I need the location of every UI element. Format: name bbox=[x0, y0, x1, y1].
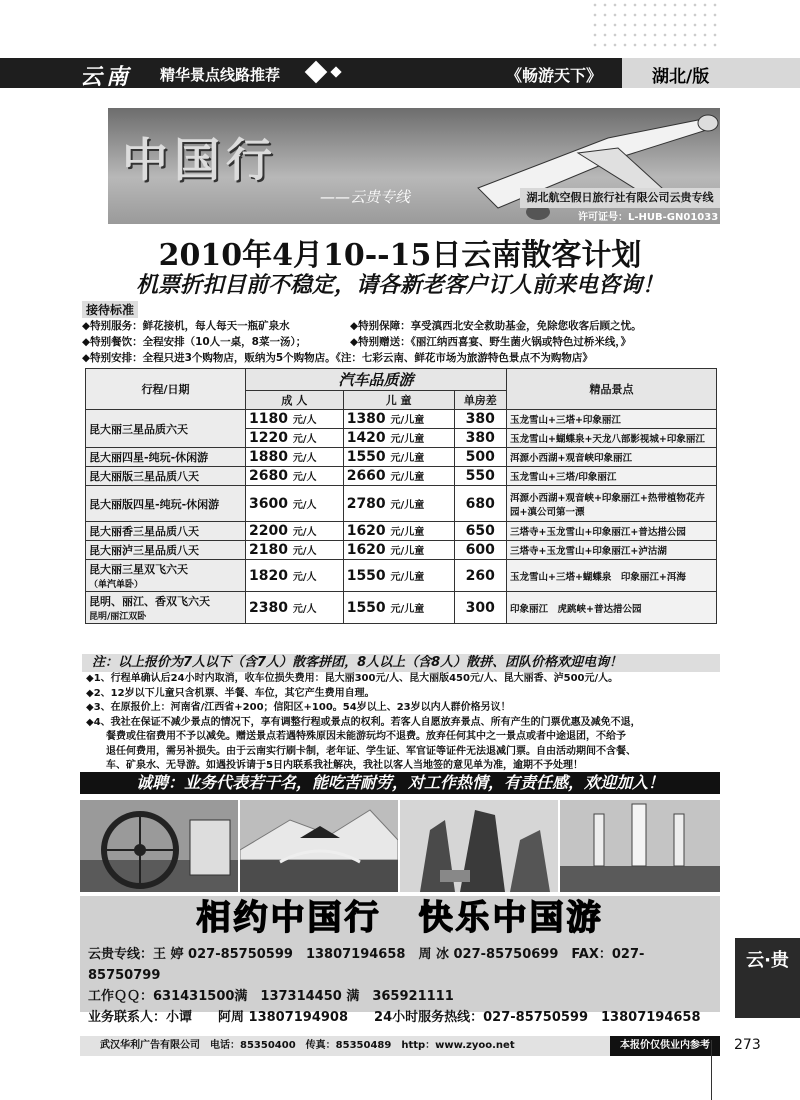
term-line: ◆2、12岁以下儿童只含机票、半餐、车位，其它产生费用自理。 bbox=[86, 687, 375, 699]
adult-value: 1220 bbox=[249, 430, 288, 446]
adult-price bbox=[246, 592, 344, 624]
terms-list bbox=[86, 672, 718, 774]
contact-box bbox=[80, 940, 720, 1025]
table-row bbox=[86, 410, 717, 429]
spots: 洱源小西湖+观音峡+印象丽江+热带植物花卉园+滇公司第一漂 bbox=[507, 486, 717, 522]
unit: 元/儿童 bbox=[390, 603, 425, 615]
route-name: 昆大丽版四星-纯玩-休闲游 bbox=[86, 486, 246, 522]
company-name: 湖北航空假日旅行社有限公司云贵专线 bbox=[520, 188, 720, 208]
banner bbox=[108, 108, 720, 224]
unit: 元/儿童 bbox=[390, 453, 425, 464]
header-subtitle: 精华景点线路推荐 bbox=[160, 66, 281, 84]
unit: 元/儿童 bbox=[390, 527, 425, 538]
col-route: 行程/日期 bbox=[86, 369, 246, 410]
unit: 元/人 bbox=[292, 603, 317, 615]
standards-title: 接待标准 bbox=[82, 301, 138, 318]
unit: 元/人 bbox=[292, 571, 317, 583]
route-note: 昆明/丽江双卧 bbox=[89, 612, 147, 622]
banner-tagline: ——云贵专线 bbox=[320, 188, 411, 206]
adult-price bbox=[246, 486, 344, 522]
standard-item: ◆特别餐饮：全程安排（10人一桌，8菜一汤）； bbox=[82, 336, 307, 348]
child-value: 1420 bbox=[346, 430, 386, 446]
col-spots: 精品景点 bbox=[507, 369, 717, 410]
term-line: 退任何费用，需另补损失。由于云南实行刷卡制，老年证、学生证、军官证等证件无法退减门票。自由活动期间不含餐、 bbox=[86, 745, 636, 757]
edition-label bbox=[622, 58, 800, 88]
adult-value: 2200 bbox=[249, 523, 288, 539]
single-supplement: 380 bbox=[454, 429, 506, 448]
child-price bbox=[343, 410, 454, 429]
adult-value: 1880 bbox=[249, 449, 288, 465]
pricing-note: 注：以上报价为7人以下（含7人）散客拼团，8人以上（含8人）散拼、团队价格欢迎电询！ bbox=[82, 654, 720, 672]
table-row bbox=[86, 541, 717, 560]
spots: 三塔寺+玉龙雪山+印象丽江+普达措公园 bbox=[507, 522, 717, 541]
adult-price bbox=[246, 541, 344, 560]
headline: 2010年4月10--15日云南散客计划 bbox=[158, 238, 642, 273]
edition-text: 湖北/版 bbox=[652, 67, 710, 87]
route-line: 昆大丽三星双飞六天 bbox=[89, 563, 188, 576]
child-value: 1550 bbox=[346, 599, 386, 616]
table-row bbox=[86, 448, 717, 467]
single-supplement: 550 bbox=[454, 467, 506, 486]
single-supplement: 380 bbox=[454, 410, 506, 429]
divider bbox=[711, 1040, 712, 1100]
brand-logo: 云南 bbox=[80, 64, 133, 90]
standard-item: ◆特别服务：鲜花接机，每人每天一瓶矿泉水 bbox=[82, 320, 290, 332]
price-table bbox=[85, 368, 717, 624]
adult-value: 2180 bbox=[249, 542, 288, 558]
adult-price bbox=[246, 429, 344, 448]
spots: 玉龙雪山+蝴蝶泉+天龙八部影视城+印象丽江 bbox=[507, 429, 717, 448]
spots: 三塔寺+玉龙雪山+印象丽江+泸沽湖 bbox=[507, 541, 717, 560]
single-supplement: 500 bbox=[454, 448, 506, 467]
unit: 元/人 bbox=[292, 546, 317, 557]
unit: 元/儿童 bbox=[390, 415, 425, 426]
contact-line: 云贵专线：王 婷 027-85750599 13807194658 周 冰 027-85750699 FAX：027-85750799 bbox=[88, 947, 645, 983]
col-child: 儿 童 bbox=[343, 391, 454, 410]
term-line: 餐费或住宿费用不予以减免。赠送景点若遇特殊原因未能游玩均不退费。放弃任何其中之一景点或者中途退团，不给予 bbox=[86, 731, 626, 742]
recruit-banner: 诚聘：业务代表若干名，能吃苦耐劳，对工作热情，有责任感，欢迎加入！ bbox=[80, 772, 720, 794]
adult-price bbox=[246, 467, 344, 486]
magazine-title: 《畅游天下》 bbox=[506, 66, 603, 85]
contact-line: 工作ＱＱ：631431500满 137314450 满 365921111 bbox=[88, 989, 454, 1004]
adult-value: 2680 bbox=[249, 468, 288, 484]
adult-value: 2380 bbox=[249, 599, 288, 616]
footer-text: 武汉华利广告有限公司 电话：85350400 传真：85350489 http：www.zyoo.net bbox=[100, 1040, 515, 1051]
unit: 元/儿童 bbox=[390, 434, 425, 445]
child-price bbox=[343, 541, 454, 560]
child-price bbox=[343, 448, 454, 467]
child-price bbox=[343, 592, 454, 624]
photo-bridge bbox=[240, 800, 398, 892]
spots: 洱源小西湖+观音峡印象丽江 bbox=[507, 448, 717, 467]
child-price bbox=[343, 467, 454, 486]
unit: 元/儿童 bbox=[390, 499, 425, 511]
footer-bar bbox=[80, 1036, 720, 1056]
route-name: 昆大丽三星品质六天 bbox=[86, 410, 246, 448]
page-number: 273 bbox=[734, 1037, 761, 1053]
unit: 元/人 bbox=[292, 472, 317, 483]
term-line: 车、矿泉水、无导游。如遇投诉请于5日内联系我社解决，我社以客人当地签的意见单为准，逾期不予处理！ bbox=[86, 760, 583, 771]
term-line: ◆4、我社在保证不减少景点的情况下，享有调整行程或景点的权利。若客人自愿放弃景点、所有产生的门票优惠及减免不退， bbox=[86, 716, 641, 728]
spots: 玉龙雪山+三塔+印象丽江 bbox=[507, 410, 717, 429]
route-line: 昆明、丽江、香双飞六天 bbox=[89, 595, 210, 608]
adult-value: 1180 bbox=[249, 411, 288, 427]
adult-price bbox=[246, 410, 344, 429]
standard-item: ◆特别保障：享受滇西北安全救助基金，免除您收客后顾之忧。 bbox=[350, 320, 642, 332]
section-tab: 云·贵 bbox=[735, 938, 800, 1018]
diamond-icon bbox=[305, 61, 328, 84]
photo-stone-forest bbox=[400, 800, 558, 892]
unit: 元/人 bbox=[292, 415, 317, 426]
table-row bbox=[86, 467, 717, 486]
unit: 元/儿童 bbox=[390, 571, 425, 583]
header-bar bbox=[0, 58, 800, 88]
spots: 印象丽江 虎跳峡+普达措公园 bbox=[507, 592, 717, 624]
route-name bbox=[86, 560, 246, 592]
table-row bbox=[86, 486, 717, 522]
adult-value: 3600 bbox=[249, 495, 288, 512]
table-row bbox=[86, 522, 717, 541]
unit: 元/儿童 bbox=[390, 472, 425, 483]
child-value: 1380 bbox=[346, 411, 386, 427]
col-single: 单房差 bbox=[454, 391, 506, 410]
unit: 元/人 bbox=[292, 434, 317, 445]
unit: 元/人 bbox=[292, 453, 317, 464]
route-note: （单汽单卧） bbox=[89, 580, 144, 590]
child-value: 1550 bbox=[346, 567, 386, 584]
dot-pattern bbox=[590, 0, 720, 50]
footer-note: 本报价仅供业内参考 bbox=[610, 1036, 720, 1056]
child-price bbox=[343, 486, 454, 522]
adult-price bbox=[246, 560, 344, 592]
child-value: 1550 bbox=[346, 449, 386, 465]
child-price bbox=[343, 560, 454, 592]
child-value: 1620 bbox=[346, 542, 386, 558]
unit: 元/人 bbox=[292, 527, 317, 538]
diamond-icon bbox=[330, 66, 341, 77]
child-value: 2660 bbox=[346, 468, 386, 484]
adult-price bbox=[246, 448, 344, 467]
col-group: 汽车品质游 bbox=[246, 369, 507, 391]
route-name: 昆大丽泸三星品质八天 bbox=[86, 541, 246, 560]
child-value: 2780 bbox=[346, 495, 386, 512]
child-price bbox=[343, 429, 454, 448]
route-name bbox=[86, 592, 246, 624]
spots: 玉龙雪山+三塔+蝴蝶泉 印象丽江+洱海 bbox=[507, 560, 717, 592]
route-name: 昆大丽香三星品质八天 bbox=[86, 522, 246, 541]
spots: 玉龙雪山+三塔/印象丽江 bbox=[507, 467, 717, 486]
child-price bbox=[343, 522, 454, 541]
subheadline: 机票折扣目前不稳定，请各新老客户订人前来电咨询！ bbox=[135, 273, 664, 298]
standard-item: ◆特别赠送：《丽江纳西喜宴、野生菌火锅或特色过桥米线，》 bbox=[350, 336, 632, 348]
single-supplement: 680 bbox=[454, 486, 506, 522]
single-supplement: 600 bbox=[454, 541, 506, 560]
single-supplement: 650 bbox=[454, 522, 506, 541]
table-row bbox=[86, 560, 717, 592]
term-line: ◆1、行程单确认后24小时内取消，收车位损失费用：昆大丽300元/人、昆大丽版450元/人、昆大丽香、泸500元/人。 bbox=[86, 673, 619, 684]
banner-title: 中国行 bbox=[122, 133, 278, 187]
col-adult: 成 人 bbox=[246, 391, 344, 410]
single-supplement: 300 bbox=[454, 592, 506, 624]
child-value: 1620 bbox=[346, 523, 386, 539]
unit: 元/儿童 bbox=[390, 546, 425, 557]
slogan: 相约中国行 快乐中国游 bbox=[80, 896, 720, 940]
unit: 元/人 bbox=[292, 499, 317, 511]
standard-item: ◆特别安排：全程只进3个购物店，贩纳为5个购物店。《注：七彩云南、鲜花市场为旅游特色景点不为购物店》 bbox=[82, 352, 593, 364]
photo-waterwheel bbox=[80, 800, 238, 892]
adult-price bbox=[246, 522, 344, 541]
contact-line: 业务联系人：小谭 阿周 13807194908 24小时服务热线：027-85750599 13807194658 bbox=[88, 1010, 701, 1025]
single-supplement: 260 bbox=[454, 560, 506, 592]
route-name: 昆大丽四星-纯玩-休闲游 bbox=[86, 448, 246, 467]
license-number: 许可证号：L-HUB-GN01033 bbox=[578, 212, 719, 223]
term-line: ◆3、在原报价上：河南省/江西省+200；信阳区+100。54岁以上、23岁以内人群价格另议！ bbox=[86, 702, 511, 713]
route-name: 昆大丽版三星品质八天 bbox=[86, 467, 246, 486]
table-row bbox=[86, 592, 717, 624]
photo-pagodas bbox=[560, 800, 720, 892]
adult-value: 1820 bbox=[249, 567, 288, 584]
